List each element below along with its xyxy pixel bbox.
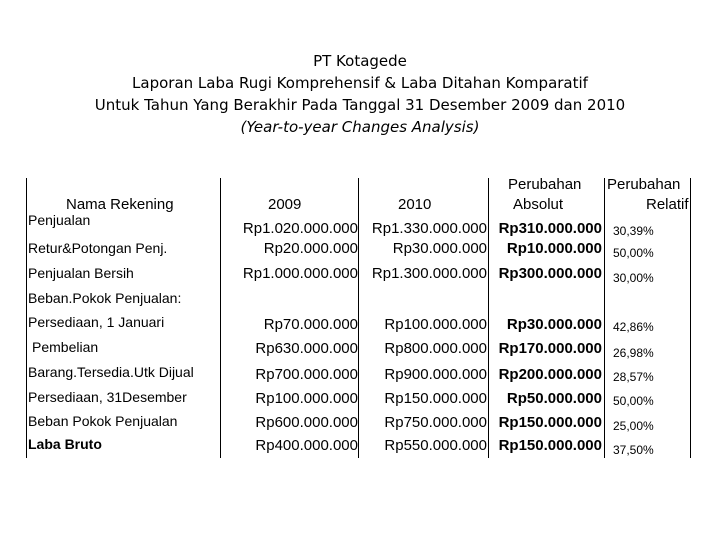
row-2009: Rp400.000.000 [255,437,358,454]
row-absolute: Rp310.000.000 [498,220,602,237]
row-2010: Rp30.000.000 [392,240,487,257]
row-absolute: Rp150.000.000 [498,414,602,431]
row-2010: Rp750.000.000 [384,414,487,431]
header-absolute-line2: Absolut [513,196,564,213]
row-2009: Rp70.000.000 [263,316,358,333]
row-2009: Rp600.000.000 [255,414,358,431]
row-2010: Rp550.000.000 [384,437,487,454]
report-period: Untuk Tahun Yang Berakhir Pada Tanggal 31 Desember 2009 dan 2010 [94,96,626,114]
header-relative-line2: Relatif [646,196,689,213]
company-name: PT Kotagede [313,52,407,70]
row-2009: Rp1.020.000.000 [242,220,358,237]
row-absolute: Rp10.000.000 [506,240,602,257]
row-name: Barang.Tersedia.Utk Dijual [28,364,194,380]
row-2009: Rp20.000.000 [263,240,358,257]
column-separator-4 [604,178,605,458]
row-absolute: Rp300.000.000 [498,265,602,282]
row-2010: Rp900.000.000 [384,366,487,383]
row-2010: Rp150.000.000 [384,390,487,407]
header-2010: 2010 [398,196,432,213]
header-account: Nama Rekening [66,196,174,213]
row-relative: 26,98% [613,346,654,360]
row-relative: 50,00% [613,394,654,408]
row-name: Retur&Potongan Penj. [28,240,168,256]
row-2010: Rp1.330.000.000 [371,220,487,237]
row-name: Persediaan, 1 Januari [28,314,165,330]
row-relative: 42,86% [613,320,654,334]
row-name: Beban Pokok Penjualan [28,413,178,429]
row-name: Beban.Pokok Penjualan: [28,290,182,306]
row-relative: 37,50% [613,443,654,457]
row-2010: Rp1.300.000.000 [371,265,487,282]
row-absolute: Rp150.000.000 [498,437,602,454]
header-2009: 2009 [268,196,302,213]
header-absolute-line1: Perubahan [508,176,582,193]
row-relative: 50,00% [613,246,654,260]
report-title-block [0,50,720,138]
left-border [26,178,27,458]
row-relative: 30,39% [613,224,654,238]
row-relative: 28,57% [613,370,654,384]
row-absolute: Rp30.000.000 [506,316,602,333]
row-name: Persediaan, 31Desember [28,389,187,405]
report-name: Laporan Laba Rugi Komprehensif & Laba Ditahan Komparatif [132,74,588,92]
row-absolute: Rp50.000.000 [506,390,602,407]
row-absolute: Rp170.000.000 [498,340,602,357]
column-separator-2 [358,178,359,458]
row-relative: 30,00% [613,271,654,285]
row-absolute: Rp200.000.000 [498,366,602,383]
row-name: Laba Bruto [28,436,102,452]
row-name: Penjualan Bersih [28,265,134,281]
row-2009: Rp630.000.000 [255,340,358,357]
report-subtitle: (Year-to-year Changes Analysis) [240,118,480,136]
header-relative-line1: Perubahan [607,176,681,193]
row-name: Penjualan [28,212,91,228]
row-2010: Rp100.000.000 [384,316,487,333]
row-relative: 25,00% [613,419,654,433]
row-2010: Rp800.000.000 [384,340,487,357]
column-separator-1 [220,178,221,458]
row-2009: Rp100.000.000 [255,390,358,407]
row-2009: Rp700.000.000 [255,366,358,383]
row-2009: Rp1.000.000.000 [242,265,358,282]
row-name: Pembelian [32,339,99,355]
column-separator-5 [690,178,691,458]
column-separator-3 [488,178,489,458]
